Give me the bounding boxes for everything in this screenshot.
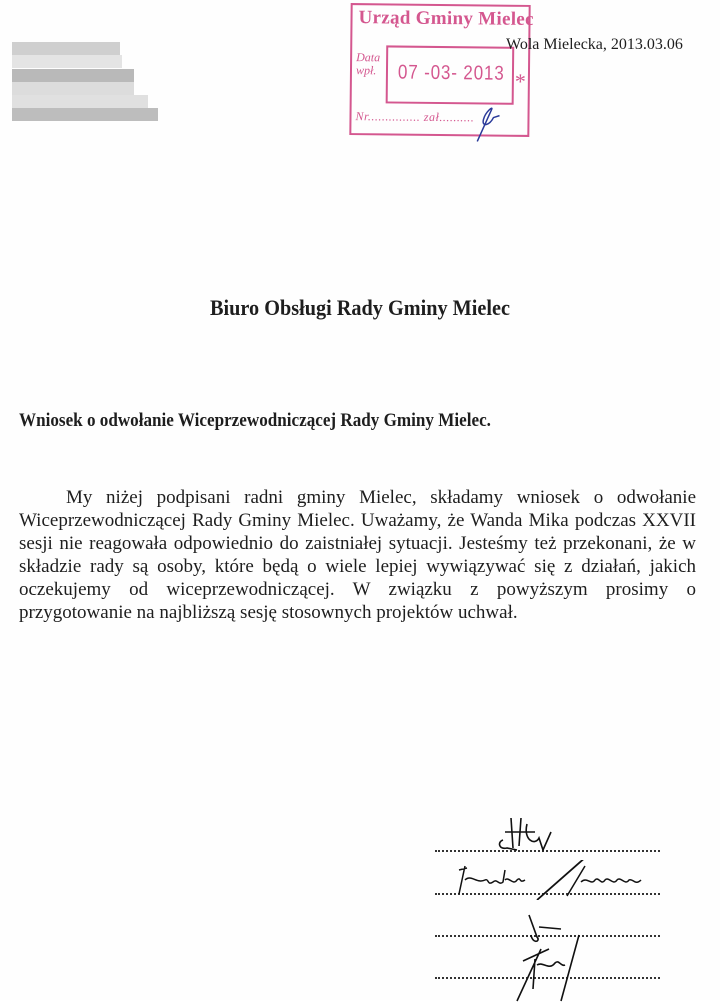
stamp-date-box bbox=[386, 45, 515, 104]
stamp-date-label-line2: wpł. bbox=[355, 63, 377, 78]
body-paragraph: My niżej podpisani radni gminy Mielec, składamy wniosek o odwołanie Wiceprzewodniczącej Rady Gminy Mielec. Uważamy, że Wanda Mika podczas XXVII sesji nie reagowała odpowiednio do zaistniałej sytuacji. Jesteśmy też przekonani, że w składzie rady są osoby, które będą o wiele lepiej wywiązywać się z działań, jakich oczekujemy od wiceprzewodniczącej. W związku z powyższym prosimy o przygotowanie na najbliższą sesję stosownych projektów uchwał. bbox=[19, 487, 696, 623]
received-stamp bbox=[349, 3, 534, 137]
redacted-sender-block bbox=[10, 42, 160, 120]
place-and-date: Wola Mielecka, 2013.03.06 bbox=[506, 36, 683, 53]
signature-3 bbox=[515, 905, 595, 1005]
signature-1 bbox=[495, 810, 565, 856]
addressee-heading: Biuro Obsługi Rady Gminy Mielec bbox=[210, 295, 510, 320]
stamp-date-label bbox=[356, 51, 380, 77]
signature-2 bbox=[457, 860, 672, 900]
stamp-date: 07 -03- 2013 bbox=[397, 61, 505, 85]
stamp-initials-signature bbox=[471, 101, 501, 143]
signatures-block bbox=[435, 830, 660, 1000]
subject-line: Wniosek o odwołanie Wiceprzewodniczącej Rady Gminy Mielec. bbox=[19, 410, 491, 431]
stamp-date-label-line1: Data bbox=[356, 50, 381, 65]
stamp-star-icon: * bbox=[514, 68, 527, 94]
stamp-nr-line: Nr............... zał.......... bbox=[355, 109, 475, 125]
stamp-title: Urząd Gminy Mielec bbox=[358, 7, 534, 30]
